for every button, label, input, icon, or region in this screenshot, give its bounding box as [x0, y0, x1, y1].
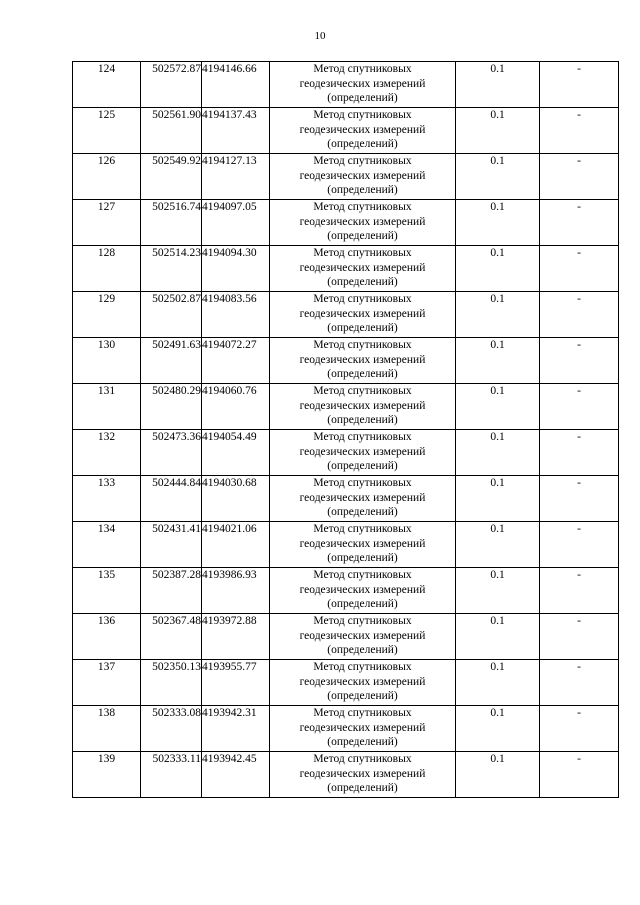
method-text-line: Метод спутниковых: [313, 753, 412, 765]
point-number-cell: 128: [73, 246, 141, 292]
method-text-line: геодезических измерений: [299, 629, 426, 642]
method-text-line: Метод спутниковых: [313, 615, 412, 627]
method-text-line: Метод спутниковых: [313, 63, 412, 75]
method-text-line: Метод спутниковых: [313, 247, 412, 259]
method-text-line: геодезических измерений: [299, 491, 426, 504]
coordinates-table-body: [73, 62, 619, 798]
x-coordinate-cell: 502333.08: [141, 706, 202, 752]
table-row: [73, 614, 619, 660]
description-cell: -: [540, 706, 619, 752]
method-text-line: Метод спутниковых: [313, 707, 412, 719]
description-cell: -: [540, 384, 619, 430]
description-cell: -: [540, 430, 619, 476]
x-coordinate-cell: 502514.23: [141, 246, 202, 292]
y-coordinate-cell: 4194030.68: [202, 476, 270, 522]
y-coordinate-cell: 4194094.30: [202, 246, 270, 292]
method-cell: [270, 706, 456, 752]
method-cell: [270, 384, 456, 430]
table-row: [73, 154, 619, 200]
description-cell: -: [540, 292, 619, 338]
method-text-line: (определений): [327, 782, 398, 794]
method-cell: [270, 246, 456, 292]
accuracy-cell: 0.1: [456, 200, 540, 246]
method-text-line: Метод спутниковых: [313, 201, 412, 213]
method-text-line: Метод спутниковых: [313, 477, 412, 489]
method-text-line: (определений): [327, 322, 398, 334]
method-cell: [270, 154, 456, 200]
point-number-cell: 139: [73, 752, 141, 798]
accuracy-cell: 0.1: [456, 108, 540, 154]
method-text-line: (определений): [327, 276, 398, 288]
table-row: [73, 62, 619, 108]
accuracy-cell: 0.1: [456, 384, 540, 430]
description-cell: -: [540, 154, 619, 200]
point-number-cell: 134: [73, 522, 141, 568]
point-number-cell: 138: [73, 706, 141, 752]
method-text-line: геодезических измерений: [299, 307, 426, 320]
method-text-line: (определений): [327, 552, 398, 564]
method-text-line: Метод спутниковых: [313, 385, 412, 397]
x-coordinate-cell: 502480.29: [141, 384, 202, 430]
method-cell: [270, 752, 456, 798]
method-text-line: геодезических измерений: [299, 215, 426, 228]
method-cell: [270, 660, 456, 706]
method-text-line: геодезических измерений: [299, 537, 426, 550]
point-number-cell: 137: [73, 660, 141, 706]
y-coordinate-cell: 4194137.43: [202, 108, 270, 154]
y-coordinate-cell: 4193972.88: [202, 614, 270, 660]
accuracy-cell: 0.1: [456, 476, 540, 522]
method-cell: [270, 614, 456, 660]
method-cell: [270, 476, 456, 522]
accuracy-cell: 0.1: [456, 292, 540, 338]
accuracy-cell: 0.1: [456, 706, 540, 752]
description-cell: -: [540, 476, 619, 522]
table-row: [73, 200, 619, 246]
x-coordinate-cell: 502561.90: [141, 108, 202, 154]
y-coordinate-cell: 4194021.06: [202, 522, 270, 568]
description-cell: -: [540, 752, 619, 798]
table-row: [73, 522, 619, 568]
x-coordinate-cell: 502333.11: [141, 752, 202, 798]
method-text-line: Метод спутниковых: [313, 569, 412, 581]
x-coordinate-cell: 502516.74: [141, 200, 202, 246]
method-text-line: геодезических измерений: [299, 675, 426, 688]
method-cell: [270, 338, 456, 384]
method-text-line: Метод спутниковых: [313, 661, 412, 673]
table-row: [73, 430, 619, 476]
method-cell: [270, 108, 456, 154]
method-cell: [270, 200, 456, 246]
method-text-line: (определений): [327, 138, 398, 150]
method-cell: [270, 62, 456, 108]
table-row: [73, 568, 619, 614]
y-coordinate-cell: 4194083.56: [202, 292, 270, 338]
point-number-cell: 130: [73, 338, 141, 384]
point-number-cell: 126: [73, 154, 141, 200]
y-coordinate-cell: 4193955.77: [202, 660, 270, 706]
method-text-line: Метод спутниковых: [313, 293, 412, 305]
accuracy-cell: 0.1: [456, 154, 540, 200]
method-cell: [270, 522, 456, 568]
x-coordinate-cell: 502444.84: [141, 476, 202, 522]
method-text-line: Метод спутниковых: [313, 109, 412, 121]
method-text-line: геодезических измерений: [299, 169, 426, 182]
method-text-line: (определений): [327, 368, 398, 380]
description-cell: -: [540, 108, 619, 154]
point-number-cell: 135: [73, 568, 141, 614]
method-text-line: (определений): [327, 690, 398, 702]
method-text-line: (определений): [327, 736, 398, 748]
y-coordinate-cell: 4193942.45: [202, 752, 270, 798]
y-coordinate-cell: 4194072.27: [202, 338, 270, 384]
y-coordinate-cell: 4194146.66: [202, 62, 270, 108]
method-text-line: (определений): [327, 184, 398, 196]
description-cell: -: [540, 62, 619, 108]
method-cell: [270, 430, 456, 476]
method-text-line: Метод спутниковых: [313, 339, 412, 351]
table-row: [73, 660, 619, 706]
point-number-cell: 131: [73, 384, 141, 430]
description-cell: -: [540, 338, 619, 384]
y-coordinate-cell: 4194127.13: [202, 154, 270, 200]
method-text-line: (определений): [327, 414, 398, 426]
method-text-line: (определений): [327, 230, 398, 242]
method-text-line: (определений): [327, 506, 398, 518]
description-cell: -: [540, 246, 619, 292]
x-coordinate-cell: 502549.92: [141, 154, 202, 200]
point-number-cell: 125: [73, 108, 141, 154]
y-coordinate-cell: 4194054.49: [202, 430, 270, 476]
table-row: [73, 246, 619, 292]
table-row: [73, 752, 619, 798]
x-coordinate-cell: 502431.41: [141, 522, 202, 568]
accuracy-cell: 0.1: [456, 430, 540, 476]
accuracy-cell: 0.1: [456, 568, 540, 614]
accuracy-cell: 0.1: [456, 338, 540, 384]
description-cell: -: [540, 568, 619, 614]
method-text-line: (определений): [327, 598, 398, 610]
accuracy-cell: 0.1: [456, 522, 540, 568]
method-text-line: геодезических измерений: [299, 583, 426, 596]
y-coordinate-cell: 4194060.76: [202, 384, 270, 430]
method-text-line: Метод спутниковых: [313, 155, 412, 167]
method-text-line: (определений): [327, 460, 398, 472]
method-text-line: геодезических измерений: [299, 399, 426, 412]
x-coordinate-cell: 502572.87: [141, 62, 202, 108]
table-row: [73, 706, 619, 752]
x-coordinate-cell: 502350.13: [141, 660, 202, 706]
method-cell: [270, 292, 456, 338]
x-coordinate-cell: 502502.87: [141, 292, 202, 338]
method-text-line: геодезических измерений: [299, 77, 426, 90]
method-text-line: (определений): [327, 92, 398, 104]
method-text-line: геодезических измерений: [299, 261, 426, 274]
point-number-cell: 133: [73, 476, 141, 522]
method-text-line: геодезических измерений: [299, 353, 426, 366]
y-coordinate-cell: 4193986.93: [202, 568, 270, 614]
accuracy-cell: 0.1: [456, 246, 540, 292]
table-row: [73, 108, 619, 154]
description-cell: -: [540, 660, 619, 706]
method-cell: [270, 568, 456, 614]
method-text-line: геодезических измерений: [299, 445, 426, 458]
point-number-cell: 132: [73, 430, 141, 476]
point-number-cell: 129: [73, 292, 141, 338]
point-number-cell: 127: [73, 200, 141, 246]
description-cell: -: [540, 200, 619, 246]
page-number: 10: [314, 30, 326, 42]
x-coordinate-cell: 502473.36: [141, 430, 202, 476]
accuracy-cell: 0.1: [456, 614, 540, 660]
description-cell: -: [540, 614, 619, 660]
table-row: [73, 292, 619, 338]
method-text-line: (определений): [327, 644, 398, 656]
x-coordinate-cell: 502491.63: [141, 338, 202, 384]
table-row: [73, 476, 619, 522]
point-number-cell: 124: [73, 62, 141, 108]
x-coordinate-cell: 502367.48: [141, 614, 202, 660]
accuracy-cell: 0.1: [456, 752, 540, 798]
x-coordinate-cell: 502387.28: [141, 568, 202, 614]
coordinates-table: [72, 61, 619, 798]
method-text-line: геодезических измерений: [299, 123, 426, 136]
accuracy-cell: 0.1: [456, 660, 540, 706]
table-row: [73, 384, 619, 430]
table-row: [73, 338, 619, 384]
method-text-line: Метод спутниковых: [313, 431, 412, 443]
method-text-line: Метод спутниковых: [313, 523, 412, 535]
description-cell: -: [540, 522, 619, 568]
y-coordinate-cell: 4193942.31: [202, 706, 270, 752]
y-coordinate-cell: 4194097.05: [202, 200, 270, 246]
point-number-cell: 136: [73, 614, 141, 660]
accuracy-cell: 0.1: [456, 62, 540, 108]
method-text-line: геодезических измерений: [299, 721, 426, 734]
method-text-line: геодезических измерений: [299, 767, 426, 780]
